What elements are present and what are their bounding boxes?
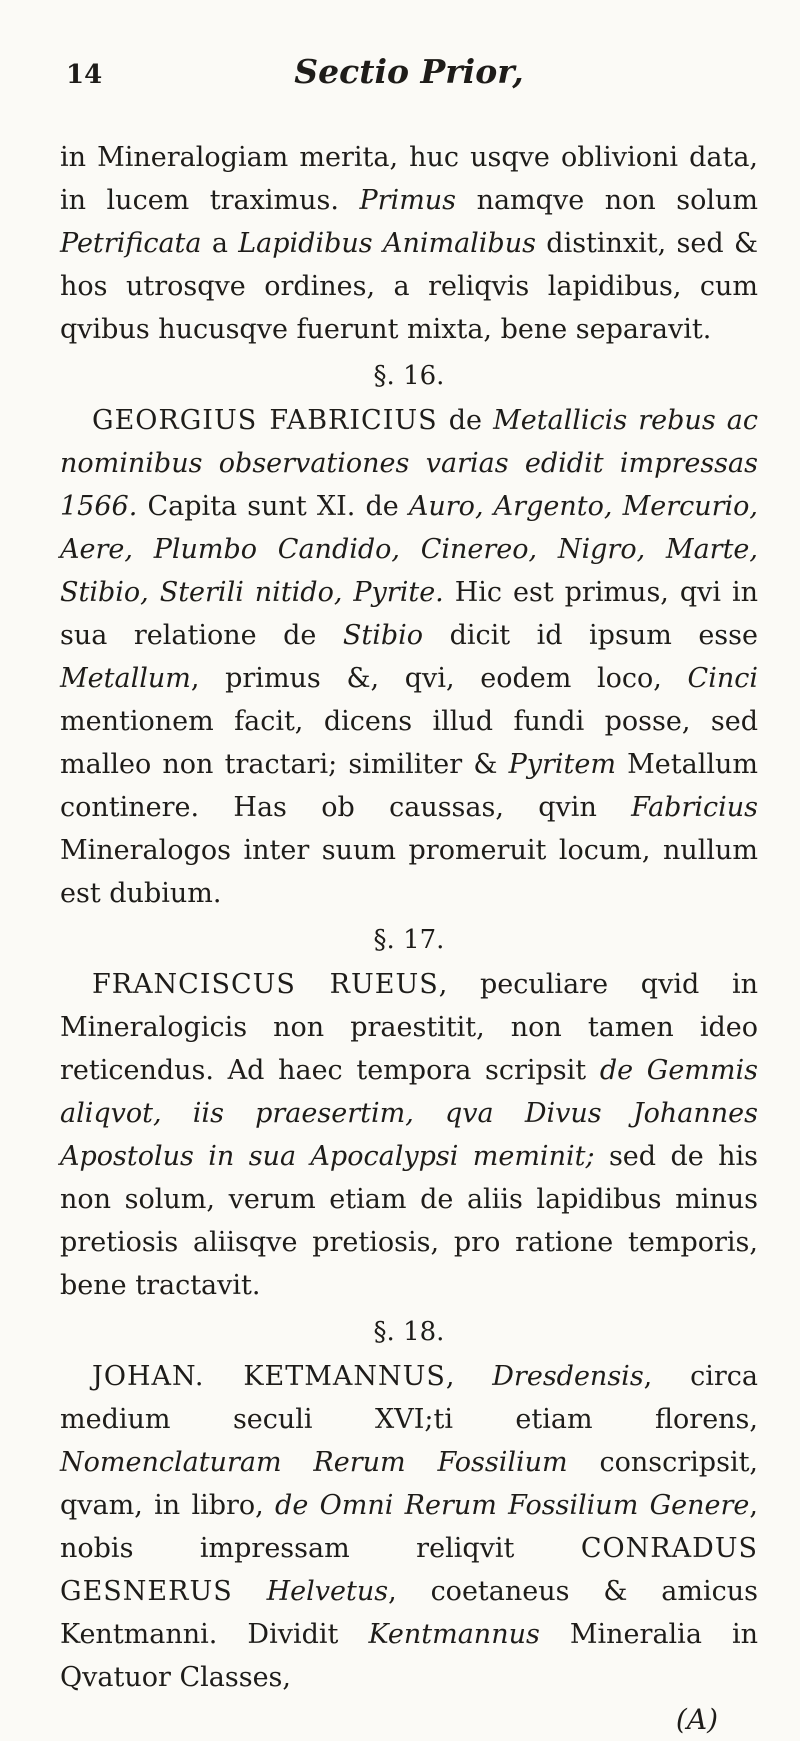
paragraph-section-18 <box>60 1355 758 1699</box>
text-run: , peculiare qvid in Mineralogicis non praestitit, non tamen ideo reticendus. Ad haec tempora scripsit <box>60 969 758 1086</box>
italic-run: Cinci <box>687 663 758 694</box>
section-number-17: §. 17. <box>373 925 445 955</box>
author-name: CONRADUS GESNERUS <box>60 1533 758 1607</box>
page-number: 14 <box>66 60 103 90</box>
catchword-signature: (A) <box>675 1703 718 1736</box>
author-name: GEORGIUS FABRICIUS <box>92 405 438 436</box>
italic-run: Helvetus <box>266 1576 389 1607</box>
running-title: Sectio Prior, <box>294 52 524 91</box>
text-run: sed de his non solum, verum etiam de aliis lapidibus minus pretiosis aliisqve pretiosis, pro ratione temporis, bene tractavit. <box>60 1141 758 1301</box>
italic-run: Metallum <box>60 663 191 694</box>
text-run: a <box>201 228 239 259</box>
text-run: , nobis impressam reliqvit <box>60 1490 758 1564</box>
text-run: in Mineralogiam merita, huc usqve oblivioni data, in lucem traximus. <box>60 142 758 216</box>
text-run: , coetaneus & amicus Kentmanni. Dividit <box>60 1576 758 1650</box>
paragraph-section-17 <box>60 963 758 1307</box>
section-number-18: §. 18. <box>373 1317 445 1347</box>
paragraph-section-16 <box>60 399 758 915</box>
text-run: , circa medium seculi XVI;ti etiam florens, <box>60 1361 758 1435</box>
text-run: Mineralogos inter suum promeruit locum, nullum est dubium. <box>60 835 758 909</box>
italic-run: Dresdensis <box>492 1361 644 1392</box>
text-run: Hic est primus, qvi in sua relatione de <box>60 577 758 651</box>
text-run: , primus &, qvi, eodem loco, <box>190 663 688 694</box>
text-run: namqve non solum <box>456 185 758 216</box>
italic-run: Fabricius <box>631 792 758 823</box>
page-header <box>60 50 758 98</box>
text-run: de <box>437 405 494 436</box>
text-run <box>233 1576 267 1607</box>
text-run: Capita sunt XI. de <box>137 491 409 522</box>
paragraph-intro <box>60 136 758 351</box>
text-run: Mineralia in Qvatuor Classes, <box>60 1619 758 1693</box>
italic-run: Nomenclaturam Rerum Fossilium <box>60 1447 568 1478</box>
italic-run: Petrificata <box>60 228 202 259</box>
section-number-16: §. 16. <box>373 361 445 391</box>
italic-run: Lapidibus Animalibus <box>238 228 536 259</box>
italic-run: Pyritem <box>508 749 616 780</box>
text-run: , <box>445 1361 493 1392</box>
text-run: dicit id ipsum esse <box>423 620 758 651</box>
italic-run: de Omni Rerum Fossilium Genere <box>275 1490 750 1521</box>
italic-run: Metallicis rebus ac nominibus observationes varias edidit impressas 1566. <box>60 405 758 522</box>
italic-run: de Gemmis aliqvot, iis praesertim, qva Divus Johannes Apostolus in sua Apocalypsi meminit; <box>60 1055 759 1172</box>
italic-run: Kentmannus <box>368 1619 540 1650</box>
italic-run: Stibio <box>342 620 424 651</box>
author-name: FRANCISCUS RUEUS <box>92 969 439 1000</box>
italic-run: Auro, Argento, Mercurio, Aere, Plumbo Candido, Cinereo, Nigro, Marte, Stibio, Sterili nitido, Pyrite. <box>60 491 758 608</box>
text-run: mentionem facit, dicens illud fundi posse, sed malleo non tractari; similiter & <box>60 706 758 780</box>
text-run: distinxit, sed & hos utrosqve ordines, a reliqvis lapidibus, cum qvibus hucusqve fuerunt mixta, bene separavit. <box>60 228 759 345</box>
author-name: JOHAN. KETMANNUS <box>92 1361 446 1392</box>
italic-run: Primus <box>359 185 457 216</box>
text-run: Metallum continere. Has ob caussas, qvin <box>60 749 758 823</box>
text-run: conscripsit, qvam, in libro, <box>60 1447 759 1521</box>
